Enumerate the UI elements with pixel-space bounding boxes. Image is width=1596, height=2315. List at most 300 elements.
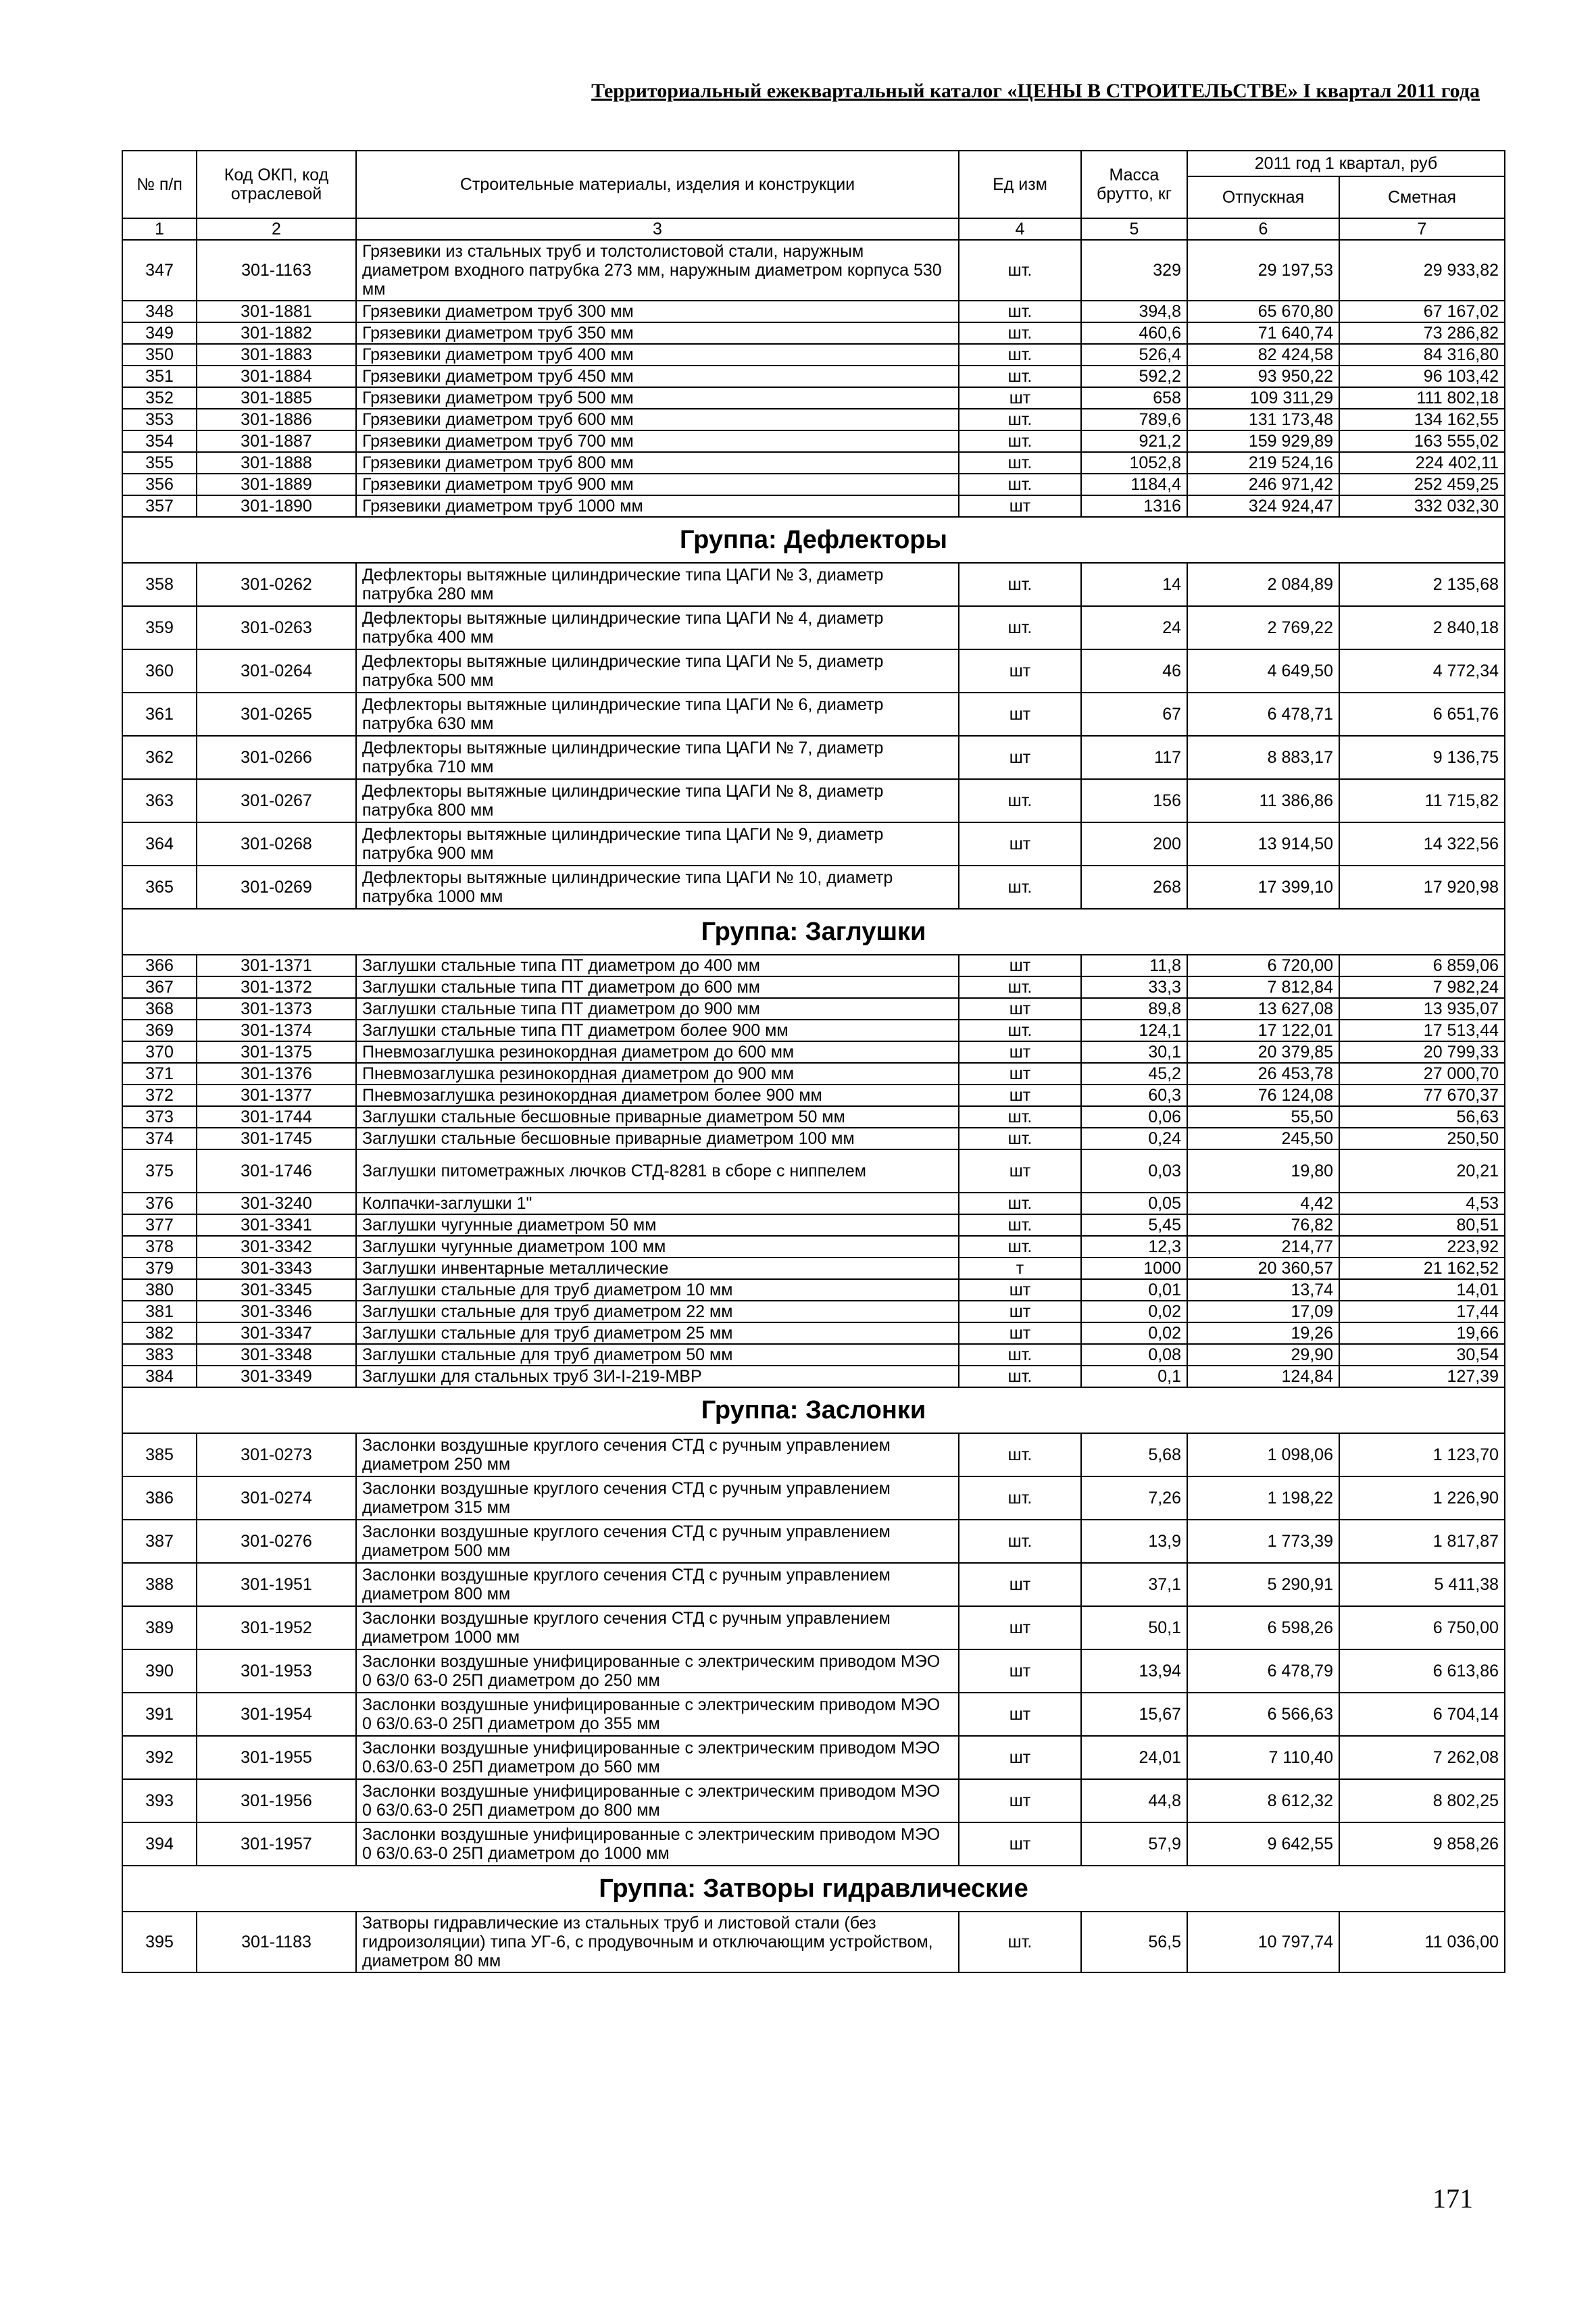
row-number: 350: [122, 344, 197, 366]
item-name: Дефлекторы вытяжные цилиндрические типа ЦАГИ № 3, диаметр патрубка 280 мм: [356, 563, 959, 606]
gross-mass: 1000: [1081, 1258, 1187, 1279]
release-price: 93 950,22: [1187, 366, 1339, 387]
row-number: 358: [122, 563, 197, 606]
gross-mass: 526,4: [1081, 344, 1187, 366]
table-row: [122, 452, 1505, 474]
gross-mass: 46: [1081, 649, 1187, 693]
estimate-price: 6 750,00: [1339, 1606, 1505, 1649]
item-name: Пневмозаглушка резинокордная диаметром до 900 мм: [356, 1063, 959, 1085]
okp-code: 301-1376: [197, 1063, 356, 1085]
unit-of-measure: шт.: [959, 322, 1081, 344]
estimate-price: 7 982,24: [1339, 976, 1505, 998]
estimate-price: 1 123,70: [1339, 1433, 1505, 1476]
gross-mass: 5,45: [1081, 1214, 1187, 1236]
estimate-price: 96 103,42: [1339, 366, 1505, 387]
okp-code: 301-0264: [197, 649, 356, 693]
column-number: 5: [1081, 218, 1187, 240]
gross-mass: 33,3: [1081, 976, 1187, 998]
estimate-price: 67 167,02: [1339, 301, 1505, 322]
gross-mass: 0,24: [1081, 1128, 1187, 1149]
gross-mass: 15,67: [1081, 1693, 1187, 1736]
okp-code: 301-1744: [197, 1106, 356, 1128]
table-row: [122, 1366, 1505, 1387]
release-price: 19,80: [1187, 1149, 1339, 1193]
gross-mass: 44,8: [1081, 1779, 1187, 1822]
okp-code: 301-3343: [197, 1258, 356, 1279]
item-name: Заглушки стальные типа ПТ диаметром более 900 мм: [356, 1020, 959, 1041]
unit-of-measure: шт: [959, 1649, 1081, 1693]
release-price: 109 311,29: [1187, 387, 1339, 409]
unit-of-measure: шт.: [959, 240, 1081, 301]
table-row: [122, 1736, 1505, 1779]
estimate-price: 6 613,86: [1339, 1649, 1505, 1693]
item-name: Заслонки воздушные круглого сечения СТД с ручным управлением диаметром 315 мм: [356, 1476, 959, 1520]
unit-of-measure: шт.: [959, 606, 1081, 649]
gross-mass: 14: [1081, 563, 1187, 606]
release-price: 6 478,71: [1187, 693, 1339, 736]
gross-mass: 57,9: [1081, 1822, 1187, 1866]
table-row: [122, 563, 1505, 606]
row-number: 360: [122, 649, 197, 693]
row-number: 389: [122, 1606, 197, 1649]
estimate-price: 224 402,11: [1339, 452, 1505, 474]
gross-mass: 0,08: [1081, 1344, 1187, 1366]
release-price: 26 453,78: [1187, 1063, 1339, 1085]
release-price: 11 386,86: [1187, 779, 1339, 822]
item-name: Заглушки питометражных лючков СТД-8281 в сборе с ниппелем: [356, 1149, 959, 1193]
gross-mass: 0,02: [1081, 1322, 1187, 1344]
table-row: [122, 1822, 1505, 1866]
item-name: Заглушки стальные бесшовные приварные диаметром 50 мм: [356, 1106, 959, 1128]
table-row: [122, 1258, 1505, 1279]
estimate-price: 80,51: [1339, 1214, 1505, 1236]
okp-code: 301-1890: [197, 495, 356, 517]
release-price: 4,42: [1187, 1193, 1339, 1214]
release-price: 13 627,08: [1187, 998, 1339, 1020]
table-row: [122, 1279, 1505, 1301]
okp-code: 301-1746: [197, 1149, 356, 1193]
item-name: Заглушки стальные типа ПТ диаметром до 900 мм: [356, 998, 959, 1020]
unit-of-measure: шт.: [959, 430, 1081, 452]
unit-of-measure: шт: [959, 955, 1081, 976]
table-row: [122, 1433, 1505, 1476]
okp-code: 301-0268: [197, 822, 356, 866]
gross-mass: 460,6: [1081, 322, 1187, 344]
table-row: [122, 301, 1505, 322]
item-name: Заглушки стальные для труб диаметром 50 мм: [356, 1344, 959, 1366]
column-number: 6: [1187, 218, 1339, 240]
col-header-code: Код ОКП, код отраслевой: [197, 151, 356, 218]
okp-code: 301-1377: [197, 1085, 356, 1106]
item-name: Заглушки стальные для труб диаметром 10 мм: [356, 1279, 959, 1301]
row-number: 367: [122, 976, 197, 998]
estimate-price: 20 799,33: [1339, 1041, 1505, 1063]
row-number: 374: [122, 1128, 197, 1149]
gross-mass: 592,2: [1081, 366, 1187, 387]
table-row: [122, 1476, 1505, 1520]
okp-code: 301-3341: [197, 1214, 356, 1236]
table-row: [122, 779, 1505, 822]
okp-code: 301-1371: [197, 955, 356, 976]
item-name: Заслонки воздушные унифицированные с электрическим приводом МЭО 0 63/0.63-0 25П диаметром до 800 мм: [356, 1779, 959, 1822]
item-name: Грязевики диаметром труб 350 мм: [356, 322, 959, 344]
release-price: 10 797,74: [1187, 1912, 1339, 1972]
gross-mass: 37,1: [1081, 1563, 1187, 1606]
item-name: Грязевики диаметром труб 1000 мм: [356, 495, 959, 517]
row-number: 388: [122, 1563, 197, 1606]
release-price: 76,82: [1187, 1214, 1339, 1236]
unit-of-measure: шт.: [959, 1433, 1081, 1476]
okp-code: 301-1887: [197, 430, 356, 452]
item-name: Заглушки стальные для труб диаметром 22 мм: [356, 1301, 959, 1322]
okp-code: 301-1372: [197, 976, 356, 998]
row-number: 386: [122, 1476, 197, 1520]
row-number: 373: [122, 1106, 197, 1128]
table-row: [122, 822, 1505, 866]
release-price: 20 360,57: [1187, 1258, 1339, 1279]
item-name: Заглушки инвентарные металлические: [356, 1258, 959, 1279]
unit-of-measure: шт.: [959, 344, 1081, 366]
row-number: 383: [122, 1344, 197, 1366]
row-number: 362: [122, 736, 197, 779]
group-title: Группа: Заслонки: [122, 1387, 1505, 1433]
table-row: [122, 387, 1505, 409]
item-name: Колпачки-заглушки 1": [356, 1193, 959, 1214]
row-number: 392: [122, 1736, 197, 1779]
group-header-row: [122, 517, 1505, 563]
okp-code: 301-0273: [197, 1433, 356, 1476]
release-price: 9 642,55: [1187, 1822, 1339, 1866]
gross-mass: 0,03: [1081, 1149, 1187, 1193]
row-number: 364: [122, 822, 197, 866]
unit-of-measure: шт: [959, 1693, 1081, 1736]
row-number: 379: [122, 1258, 197, 1279]
unit-of-measure: шт: [959, 1279, 1081, 1301]
release-price: 29 197,53: [1187, 240, 1339, 301]
release-price: 29,90: [1187, 1344, 1339, 1366]
okp-code: 301-0274: [197, 1476, 356, 1520]
item-name: Грязевики диаметром труб 800 мм: [356, 452, 959, 474]
release-price: 20 379,85: [1187, 1041, 1339, 1063]
table-row: [122, 1779, 1505, 1822]
table-row: [122, 1322, 1505, 1344]
table-row: [122, 1149, 1505, 1193]
unit-of-measure: шт: [959, 693, 1081, 736]
table-row: [122, 1649, 1505, 1693]
col-header-period: 2011 год 1 квартал, руб: [1187, 151, 1505, 176]
okp-code: 301-1745: [197, 1128, 356, 1149]
row-number: 371: [122, 1063, 197, 1085]
estimate-price: 4 772,34: [1339, 649, 1505, 693]
estimate-price: 17 920,98: [1339, 866, 1505, 909]
row-number: 380: [122, 1279, 197, 1301]
estimate-price: 13 935,07: [1339, 998, 1505, 1020]
gross-mass: 24: [1081, 606, 1187, 649]
column-number: 2: [197, 218, 356, 240]
table-row: [122, 1344, 1505, 1366]
release-price: 4 649,50: [1187, 649, 1339, 693]
okp-code: 301-0267: [197, 779, 356, 822]
okp-code: 301-1952: [197, 1606, 356, 1649]
table-row: [122, 344, 1505, 366]
estimate-price: 14 322,56: [1339, 822, 1505, 866]
release-price: 7 812,84: [1187, 976, 1339, 998]
gross-mass: 268: [1081, 866, 1187, 909]
table-row: [122, 1020, 1505, 1041]
estimate-price: 29 933,82: [1339, 240, 1505, 301]
row-number: 387: [122, 1520, 197, 1563]
gross-mass: 329: [1081, 240, 1187, 301]
okp-code: 301-0263: [197, 606, 356, 649]
table-body: [122, 240, 1505, 1972]
unit-of-measure: шт: [959, 1563, 1081, 1606]
release-price: 1 773,39: [1187, 1520, 1339, 1563]
col-header-name: Строительные материалы, изделия и конструкции: [356, 151, 959, 218]
unit-of-measure: шт: [959, 1822, 1081, 1866]
okp-code: 301-1374: [197, 1020, 356, 1041]
okp-code: 301-0269: [197, 866, 356, 909]
estimate-price: 77 670,37: [1339, 1085, 1505, 1106]
item-name: Заглушки стальные типа ПТ диаметром до 400 мм: [356, 955, 959, 976]
gross-mass: 12,3: [1081, 1236, 1187, 1258]
unit-of-measure: шт.: [959, 1193, 1081, 1214]
unit-of-measure: шт: [959, 1322, 1081, 1344]
column-number: 4: [959, 218, 1081, 240]
release-price: 131 173,48: [1187, 409, 1339, 430]
release-price: 1 198,22: [1187, 1476, 1339, 1520]
row-number: 369: [122, 1020, 197, 1041]
row-number: 366: [122, 955, 197, 976]
unit-of-measure: шт: [959, 1779, 1081, 1822]
row-number: 370: [122, 1041, 197, 1063]
gross-mass: 30,1: [1081, 1041, 1187, 1063]
table-row: [122, 736, 1505, 779]
estimate-price: 2 840,18: [1339, 606, 1505, 649]
okp-code: 301-1955: [197, 1736, 356, 1779]
group-title: Группа: Затворы гидравлические: [122, 1866, 1505, 1912]
release-price: 6 566,63: [1187, 1693, 1339, 1736]
gross-mass: 56,5: [1081, 1912, 1187, 1972]
okp-code: 301-1881: [197, 301, 356, 322]
column-number: 3: [356, 218, 959, 240]
okp-code: 301-1884: [197, 366, 356, 387]
estimate-price: 20,21: [1339, 1149, 1505, 1193]
table-row: [122, 1606, 1505, 1649]
estimate-price: 11 036,00: [1339, 1912, 1505, 1972]
gross-mass: 89,8: [1081, 998, 1187, 1020]
unit-of-measure: шт.: [959, 1020, 1081, 1041]
unit-of-measure: шт: [959, 1085, 1081, 1106]
table-row: [122, 693, 1505, 736]
table-row: [122, 366, 1505, 387]
row-number: 354: [122, 430, 197, 452]
row-number: 363: [122, 779, 197, 822]
item-name: Заслонки воздушные унифицированные с электрическим приводом МЭО 0 63/0 63-0 25П диаметром до 250 мм: [356, 1649, 959, 1693]
item-name: Заглушки стальные типа ПТ диаметром до 600 мм: [356, 976, 959, 998]
row-number: 352: [122, 387, 197, 409]
gross-mass: 1184,4: [1081, 474, 1187, 495]
row-number: 375: [122, 1149, 197, 1193]
table-row: [122, 866, 1505, 909]
gross-mass: 11,8: [1081, 955, 1187, 976]
item-name: Заслонки воздушные унифицированные с электрическим приводом МЭО 0 63/0.63-0 25П диаметром до 355 мм: [356, 1693, 959, 1736]
unit-of-measure: шт: [959, 1301, 1081, 1322]
unit-of-measure: шт: [959, 998, 1081, 1020]
row-number: 356: [122, 474, 197, 495]
table-row: [122, 1063, 1505, 1085]
okp-code: 301-1956: [197, 1779, 356, 1822]
item-name: Дефлекторы вытяжные цилиндрические типа ЦАГИ № 10, диаметр патрубка 1000 мм: [356, 866, 959, 909]
item-name: Заглушки чугунные диаметром 100 мм: [356, 1236, 959, 1258]
gross-mass: 1052,8: [1081, 452, 1187, 474]
estimate-price: 332 032,30: [1339, 495, 1505, 517]
item-name: Грязевики диаметром труб 700 мм: [356, 430, 959, 452]
okp-code: 301-1886: [197, 409, 356, 430]
estimate-price: 9 136,75: [1339, 736, 1505, 779]
table-row: [122, 606, 1505, 649]
col-header-estimate: Сметная: [1339, 176, 1505, 218]
okp-code: 301-1163: [197, 240, 356, 301]
unit-of-measure: шт.: [959, 1128, 1081, 1149]
table-row: [122, 430, 1505, 452]
unit-of-measure: шт.: [959, 1106, 1081, 1128]
okp-code: 301-1957: [197, 1822, 356, 1866]
unit-of-measure: шт.: [959, 452, 1081, 474]
okp-code: 301-1882: [197, 322, 356, 344]
gross-mass: 13,94: [1081, 1649, 1187, 1693]
unit-of-measure: шт: [959, 1606, 1081, 1649]
release-price: 71 640,74: [1187, 322, 1339, 344]
estimate-price: 56,63: [1339, 1106, 1505, 1128]
gross-mass: 7,26: [1081, 1476, 1187, 1520]
release-price: 19,26: [1187, 1322, 1339, 1344]
release-price: 82 424,58: [1187, 344, 1339, 366]
table-row: [122, 1301, 1505, 1322]
item-name: Заглушки стальные бесшовные приварные диаметром 100 мм: [356, 1128, 959, 1149]
item-name: Дефлекторы вытяжные цилиндрические типа ЦАГИ № 5, диаметр патрубка 500 мм: [356, 649, 959, 693]
item-name: Заглушки стальные для труб диаметром 25 мм: [356, 1322, 959, 1344]
okp-code: 301-0276: [197, 1520, 356, 1563]
release-price: 246 971,42: [1187, 474, 1339, 495]
estimate-price: 2 135,68: [1339, 563, 1505, 606]
gross-mass: 0,01: [1081, 1279, 1187, 1301]
table-row: [122, 1085, 1505, 1106]
unit-of-measure: шт: [959, 1041, 1081, 1063]
release-price: 2 769,22: [1187, 606, 1339, 649]
okp-code: 301-1889: [197, 474, 356, 495]
gross-mass: 124,1: [1081, 1020, 1187, 1041]
release-price: 6 720,00: [1187, 955, 1339, 976]
row-number: 390: [122, 1649, 197, 1693]
row-number: 368: [122, 998, 197, 1020]
item-name: Дефлекторы вытяжные цилиндрические типа ЦАГИ № 4, диаметр патрубка 400 мм: [356, 606, 959, 649]
table-row: [122, 240, 1505, 301]
unit-of-measure: шт.: [959, 1476, 1081, 1520]
okp-code: 301-0262: [197, 563, 356, 606]
gross-mass: 67: [1081, 693, 1187, 736]
item-name: Заслонки воздушные унифицированные с электрическим приводом МЭО 0.63/0.63-0 25П диаметром до 560 мм: [356, 1736, 959, 1779]
row-number: 385: [122, 1433, 197, 1476]
row-number: 377: [122, 1214, 197, 1236]
gross-mass: 117: [1081, 736, 1187, 779]
estimate-price: 30,54: [1339, 1344, 1505, 1366]
estimate-price: 7 262,08: [1339, 1736, 1505, 1779]
row-number: 357: [122, 495, 197, 517]
row-number: 348: [122, 301, 197, 322]
release-price: 13 914,50: [1187, 822, 1339, 866]
okp-code: 301-1375: [197, 1041, 356, 1063]
group-header-row: [122, 1866, 1505, 1912]
okp-code: 301-3346: [197, 1301, 356, 1322]
estimate-price: 1 817,87: [1339, 1520, 1505, 1563]
item-name: Заслонки воздушные унифицированные с электрическим приводом МЭО 0 63/0.63-0 25П диаметром до 1000 мм: [356, 1822, 959, 1866]
unit-of-measure: шт: [959, 649, 1081, 693]
item-name: Затворы гидравлические из стальных труб и листовой стали (без гидроизоляции) типа УГ-6, с продувочным и отключающим устройством, диаметром 80 мм: [356, 1912, 959, 1972]
price-table: [122, 150, 1505, 1973]
okp-code: 301-1883: [197, 344, 356, 366]
column-number: 7: [1339, 218, 1505, 240]
gross-mass: 5,68: [1081, 1433, 1187, 1476]
unit-of-measure: шт.: [959, 866, 1081, 909]
estimate-price: 84 316,80: [1339, 344, 1505, 366]
unit-of-measure: шт: [959, 1736, 1081, 1779]
item-name: Пневмозаглушка резинокордная диаметром более 900 мм: [356, 1085, 959, 1106]
release-price: 17 399,10: [1187, 866, 1339, 909]
item-name: Заглушки для стальных труб ЗИ-I-219-МВР: [356, 1366, 959, 1387]
unit-of-measure: т: [959, 1258, 1081, 1279]
estimate-price: 1 226,90: [1339, 1476, 1505, 1520]
unit-of-measure: шт.: [959, 409, 1081, 430]
item-name: Заслонки воздушные круглого сечения СТД с ручным управлением диаметром 800 мм: [356, 1563, 959, 1606]
row-number: 355: [122, 452, 197, 474]
release-price: 1 098,06: [1187, 1433, 1339, 1476]
table-row: [122, 474, 1505, 495]
release-price: 7 110,40: [1187, 1736, 1339, 1779]
table-row: [122, 998, 1505, 1020]
release-price: 219 524,16: [1187, 452, 1339, 474]
table-row: [122, 1041, 1505, 1063]
item-name: Грязевики диаметром труб 450 мм: [356, 366, 959, 387]
estimate-price: 6 859,06: [1339, 955, 1505, 976]
group-header-row: [122, 909, 1505, 955]
col-header-price: Отпускная: [1187, 176, 1339, 218]
row-number: 365: [122, 866, 197, 909]
table-row: [122, 1563, 1505, 1606]
release-price: 124,84: [1187, 1366, 1339, 1387]
row-number: 384: [122, 1366, 197, 1387]
estimate-price: 6 651,76: [1339, 693, 1505, 736]
okp-code: 301-3347: [197, 1322, 356, 1344]
estimate-price: 4,53: [1339, 1193, 1505, 1214]
table-row: [122, 649, 1505, 693]
release-price: 159 929,89: [1187, 430, 1339, 452]
gross-mass: 156: [1081, 779, 1187, 822]
item-name: Грязевики диаметром труб 900 мм: [356, 474, 959, 495]
okp-code: 301-1951: [197, 1563, 356, 1606]
table-row: [122, 495, 1505, 517]
row-number: 347: [122, 240, 197, 301]
okp-code: 301-1954: [197, 1693, 356, 1736]
row-number: 382: [122, 1322, 197, 1344]
table-row: [122, 1214, 1505, 1236]
unit-of-measure: шт.: [959, 366, 1081, 387]
okp-code: 301-0265: [197, 693, 356, 736]
item-name: Дефлекторы вытяжные цилиндрические типа ЦАГИ № 6, диаметр патрубка 630 мм: [356, 693, 959, 736]
okp-code: 301-0266: [197, 736, 356, 779]
unit-of-measure: шт.: [959, 474, 1081, 495]
gross-mass: 658: [1081, 387, 1187, 409]
okp-code: 301-1953: [197, 1649, 356, 1693]
